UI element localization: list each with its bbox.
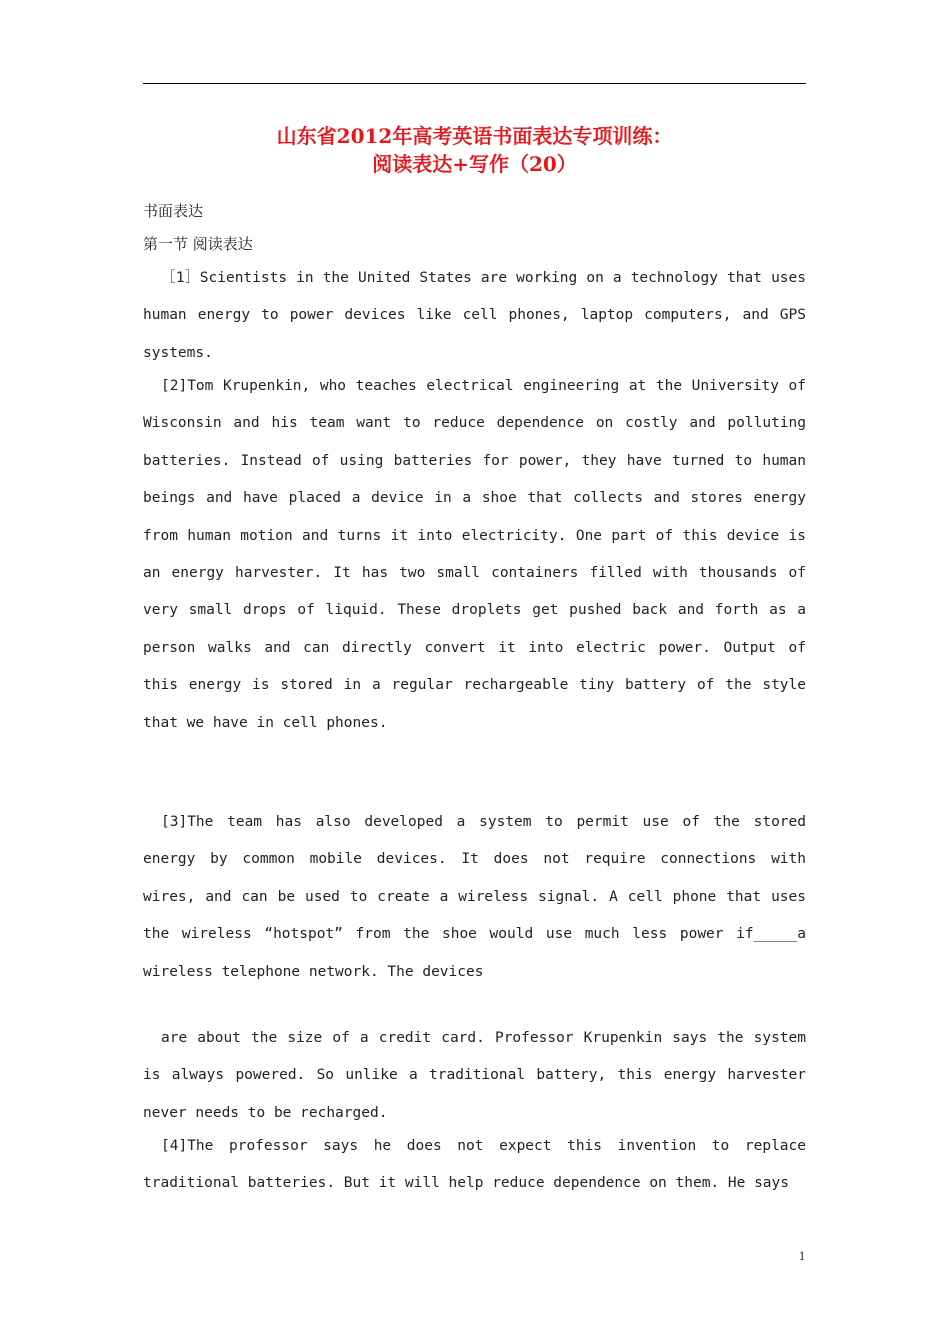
section-subheading: 第一节 阅读表达 (143, 235, 253, 253)
paragraph-2: [2]Tom Krupenkin, who teaches electrical engineering at the University of Wisconsin and his team want to reduce dependence on costly and polluting batteries. Instead of using batteries for power, they have turned to human beings and have placed a device in a shoe that collects and stores energy from human motion and turns it into electricity. One part of this device is an energy harvester. It has two small containers filled with thousands of very small drops of liquid. These droplets get pushed back and forth as a person walks and can directly convert it into electric power. Output of this energy is stored in a regular rechargeable tiny battery of the style that we have in cell phones. (143, 378, 806, 731)
paragraph-3-continued: are about the size of a credit card. Professor Krupenkin says the system is always powered. So unlike a traditional battery, this energy harvester never needs to be recharged. (143, 1030, 806, 1121)
paragraph-1: ［1］Scientists in the United States are working on a technology that uses human energy to power devices like cell phones, laptop computers, and GPS systems. (143, 270, 806, 361)
document-title (143, 122, 806, 178)
paragraph-3: [3]The team has also developed a system to permit use of the stored energy by common mobile devices. It does not require connections with wires, and can be used to create a wireless signal. A cell phone that uses the wireless “hotspot” from the shoe would use much less power if_____a wireless telephone network. The devices (143, 814, 806, 980)
page-number: 1 (798, 1248, 806, 1263)
title-line-1: 山东省2012年高考英语书面表达专项训练： (276, 124, 673, 148)
section-heading: 书面表达 (143, 202, 204, 220)
title-line-2: 阅读表达+写作（20） (372, 152, 577, 176)
header-rule (143, 83, 806, 84)
paragraph-4: [4]The professor says he does not expect this invention to replace traditional batteries. But it will help reduce dependence on them. He says (143, 1138, 806, 1192)
